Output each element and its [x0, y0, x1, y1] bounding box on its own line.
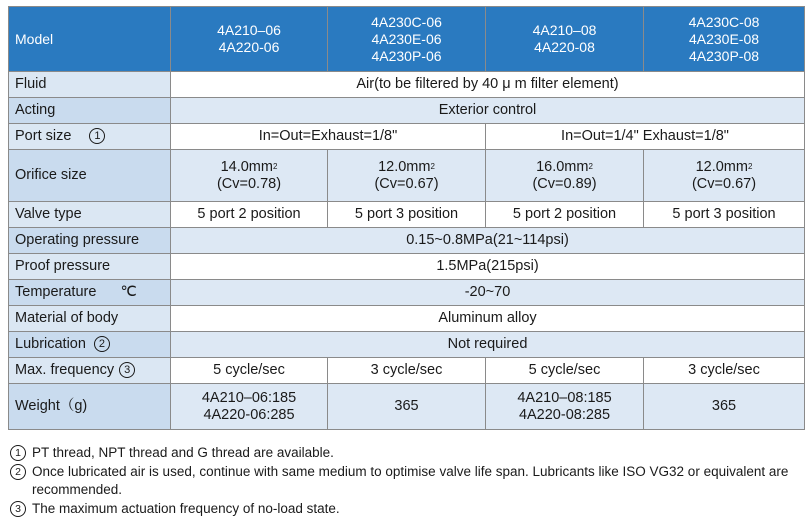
header-row: [9, 7, 805, 72]
operating-pressure-row: [9, 228, 805, 254]
model-name: 4A230C-06: [371, 13, 442, 30]
row-value: 5 port 2 position: [486, 202, 644, 228]
model-name: 4A210–06: [217, 22, 281, 38]
row-value: Air(to be filtered by 40 μ m filter element): [171, 72, 805, 98]
row-label-cell: [9, 332, 171, 358]
orifice-cell: [486, 150, 644, 202]
cv-value: (Cv=0.67): [374, 175, 439, 192]
note-marker-icon: 3: [119, 362, 135, 378]
weight-row: [9, 384, 805, 430]
weight-value: 365: [328, 384, 486, 430]
row-label: Lubrication: [15, 336, 86, 352]
acting-row: [9, 98, 805, 124]
row-label: Valve type: [9, 202, 171, 228]
orifice-value: 12.0mm: [695, 158, 748, 175]
row-value: Aluminum alloy: [171, 306, 805, 332]
row-label-cell: [9, 124, 171, 150]
orifice-cell: [328, 150, 486, 202]
model-name: 4A210–08: [532, 22, 597, 38]
model-name: 4A230C-08: [688, 13, 760, 30]
model-col-4: [644, 7, 805, 72]
note-number-icon: 1: [10, 445, 26, 461]
row-value: 5 port 3 position: [328, 202, 486, 228]
row-value: In=Out=Exhaust=1/8": [171, 124, 486, 150]
orifice-value: 16.0mm: [536, 158, 589, 175]
note-marker-icon: 2: [94, 336, 110, 352]
model-name: 4A230P-06: [371, 47, 442, 64]
row-value: 3 cycle/sec: [328, 358, 486, 384]
row-value: 5 port 2 position: [171, 202, 328, 228]
row-label: Orifice size: [9, 150, 171, 202]
orifice-cell: [171, 150, 328, 202]
row-value: 5 cycle/sec: [171, 358, 328, 384]
model-label: Model: [9, 7, 171, 72]
weight-cell: [486, 384, 644, 430]
row-value: 3 cycle/sec: [644, 358, 805, 384]
note-number-icon: 2: [10, 464, 26, 480]
unit-superscript: 2: [272, 161, 278, 171]
orifice-value: 12.0mm: [378, 158, 431, 175]
cv-value: (Cv=0.67): [691, 175, 757, 192]
weight-value: 365: [644, 384, 805, 430]
orifice-value: 14.0mm: [220, 158, 273, 175]
row-value: -20~70: [171, 280, 805, 306]
model-name: 4A230E-06: [371, 30, 442, 47]
model-col-2: [328, 7, 486, 72]
valve-type-row: [9, 202, 805, 228]
unit-superscript: 2: [588, 161, 593, 171]
temperature-row: [9, 280, 805, 306]
model-col-3: [486, 7, 644, 72]
footnote-text: Once lubricated air is used, continue with same medium to optimise valve life span. Lubricants like ISO VG32 or equivalent are recommended.: [32, 463, 789, 497]
model-name: 4A230E-08: [688, 30, 760, 47]
row-label: Temperature: [15, 284, 97, 300]
row-label: Proof pressure: [9, 254, 171, 280]
footnote: [10, 463, 805, 500]
row-value: 0.15~0.8MPa(21~114psi): [171, 228, 805, 254]
row-label: Port size: [15, 128, 72, 144]
row-label: Weight（g): [9, 384, 171, 430]
footnote: [10, 444, 805, 463]
material-row: [9, 306, 805, 332]
row-value: 1.5MPa(215psi): [171, 254, 805, 280]
unit-superscript: 2: [430, 161, 435, 171]
port-size-row: [9, 124, 805, 150]
model-col-1: [171, 7, 328, 72]
row-value: 5 port 3 position: [644, 202, 805, 228]
row-label: Fluid: [9, 72, 171, 98]
footnote: [10, 500, 805, 519]
cv-value: (Cv=0.89): [532, 175, 597, 192]
orifice-row: [9, 150, 805, 202]
model-name: 4A220-08: [534, 39, 595, 55]
lubrication-row: [9, 332, 805, 358]
cv-value: (Cv=0.78): [216, 175, 282, 192]
row-label: Acting: [9, 98, 171, 124]
orifice-cell: [644, 150, 805, 202]
temperature-unit: ℃: [120, 284, 137, 300]
row-label-cell: [9, 280, 171, 306]
note-number-icon: 3: [10, 501, 26, 517]
model-name: 4A230P-08: [688, 47, 760, 64]
weight-value: 4A210–08:185: [517, 389, 612, 406]
weight-value: 4A210–06:185: [201, 389, 297, 406]
max-frequency-row: [9, 358, 805, 384]
row-label: Max. frequency: [15, 362, 115, 378]
row-label: Material of body: [9, 306, 171, 332]
proof-pressure-row: [9, 254, 805, 280]
row-label-cell: [9, 358, 171, 384]
row-value: Not required: [171, 332, 805, 358]
weight-value: 4A220-06:285: [203, 406, 295, 423]
row-label: Operating pressure: [9, 228, 171, 254]
row-value: 5 cycle/sec: [486, 358, 644, 384]
footnote-text: The maximum actuation frequency of no-load state.: [32, 500, 340, 516]
fluid-row: [9, 72, 805, 98]
footnotes: [10, 444, 805, 518]
weight-value: 4A220-08:285: [518, 406, 611, 423]
row-value: Exterior control: [171, 98, 805, 124]
model-name: 4A220-06: [218, 39, 280, 55]
unit-superscript: 2: [747, 161, 753, 171]
row-value: In=Out=1/4" Exhaust=1/8": [486, 124, 805, 150]
spec-table: [8, 6, 805, 430]
footnote-text: PT thread, NPT thread and G thread are available.: [32, 445, 334, 460]
note-marker-icon: 1: [89, 128, 105, 144]
weight-cell: [171, 384, 328, 430]
